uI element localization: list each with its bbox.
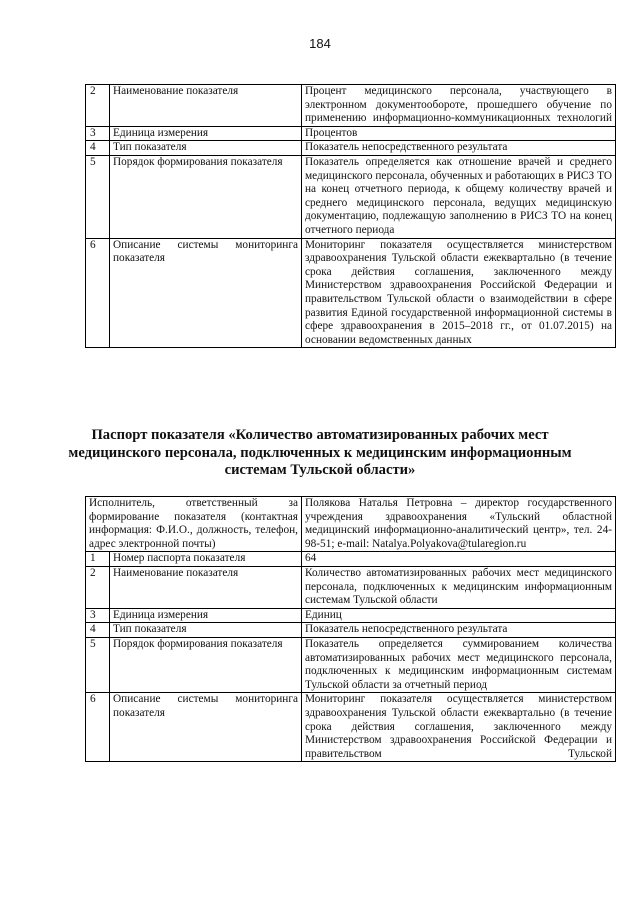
row-value: Количество автоматизированных рабочих мест медицинского персонала, подключенных к медицинским информационным системам Тульской области (302, 566, 616, 608)
row-value: Показатель непосредственного результата (302, 141, 616, 156)
row-value: Показатель определяется как отношение врачей и среднего медицинского персонала, обученных и работающих в РИСЗ ТО на конец отчетного периода, к общему количеству врачей и среднего медицинского персонала, ведущих медицинскую документацию, подлежащую заполнению в РИСЗ ТО на конец отчетного периода (302, 155, 616, 238)
row-label: Описание системы мониторинга показателя (110, 238, 302, 348)
row-label: Порядок формирования показателя (110, 637, 302, 692)
row-number: 3 (86, 608, 110, 623)
row-label: Тип показателя (110, 623, 302, 638)
row-number: 5 (86, 637, 110, 692)
row-label: Единица измерения (110, 126, 302, 141)
row-number: 6 (86, 238, 110, 348)
row-number: 4 (86, 623, 110, 638)
table-row (86, 126, 616, 141)
page-number: 184 (309, 36, 331, 51)
table-row (86, 623, 616, 638)
row-value: Единиц (302, 608, 616, 623)
indicator-passport-table (85, 496, 616, 762)
row-label: Описание системы мониторинга показателя (110, 693, 302, 762)
row-label: Тип показателя (110, 141, 302, 156)
indicator-table-continued (85, 84, 616, 348)
row-value: Процентов (302, 126, 616, 141)
row-number: 4 (86, 141, 110, 156)
row-label: Наименование показателя (110, 566, 302, 608)
row-value: Показатель определяется суммированием количества автоматизированных рабочих мест медицинского персонала, подключенных к медицинским информационным системам Тульской области за отчетный период (302, 637, 616, 692)
row-number: 5 (86, 155, 110, 238)
executor-label: Исполнитель, ответственный за формирование показателя (контактная информация: Ф.И.О., должность, телефон, адрес электронной почты) (86, 497, 302, 552)
table-row (86, 693, 616, 762)
row-number: 3 (86, 126, 110, 141)
table-row (86, 497, 616, 552)
row-value: Процент медицинского персонала, участвующего в электронном документообороте, прошедшего обучение по применению информационно-коммуникационных технологий (302, 85, 616, 127)
row-number: 6 (86, 693, 110, 762)
row-number: 2 (86, 85, 110, 127)
row-value: Показатель непосредственного результата (302, 623, 616, 638)
table-row (86, 608, 616, 623)
table-row (86, 566, 616, 608)
row-value: 64 (302, 552, 616, 567)
table-row (86, 155, 616, 238)
table-row (86, 85, 616, 127)
passport-title: Паспорт показателя «Количество автоматизированных рабочих мест медицинского персонала, подключенных к медицинским информационным системам Тульской области» (68, 427, 572, 478)
row-label: Порядок формирования показателя (110, 155, 302, 238)
row-label: Единица измерения (110, 608, 302, 623)
table-row (86, 141, 616, 156)
row-number: 2 (86, 566, 110, 608)
executor-value: Полякова Наталья Петровна – директор государственного учреждения здравоохранения «Тульский областной медицинский информационно-аналитический центр», тел. 24-98-51; e-mail: Natalya.Polyakova@tularegion.ru (302, 497, 616, 552)
table-row (86, 552, 616, 567)
row-label: Номер паспорта показателя (110, 552, 302, 567)
row-value: Мониторинг показателя осуществляется министерством здравоохранения Тульской области ежеквартально (в течение срока действия соглашения, заключенного между Министерством здравоохранения Российской Федерации и правительством Тульской области о взаимодействии в сфере развития Единой государственной информационной системы в сфере здравоохранения в 2015–2018 гг., от 01.07.2015) на основании ведомственных данных (302, 238, 616, 348)
table-row (86, 238, 616, 348)
row-number: 1 (86, 552, 110, 567)
table-row (86, 637, 616, 692)
row-label: Наименование показателя (110, 85, 302, 127)
row-value: Мониторинг показателя осуществляется министерством здравоохранения Тульской области ежеквартально (в течение срока действия соглашения, заключенного между Министерством здравоохранения Российской Федерации и правительством Тульской (302, 693, 616, 762)
